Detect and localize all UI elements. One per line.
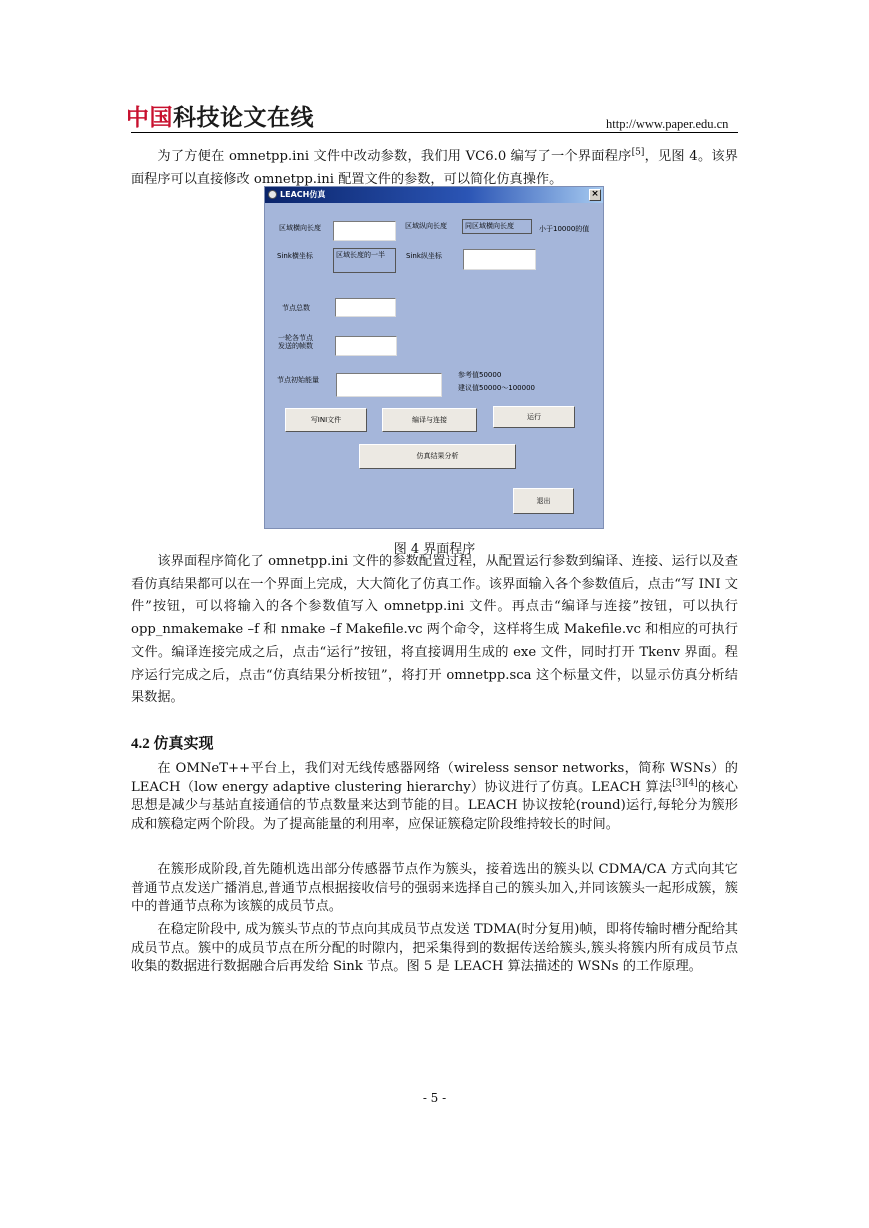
node-count-input[interactable] — [335, 298, 396, 317]
sink-x-value: 区域长度的一半 — [333, 248, 396, 273]
label-rounds-1: 一轮各节点 — [278, 334, 313, 342]
figure-caption: 图 4 界面程序 — [393, 542, 476, 557]
citation-5: [5] — [631, 147, 645, 158]
run-button[interactable]: 运行 — [493, 406, 575, 428]
section-heading: 4.2 仿真实现 — [131, 736, 214, 752]
label-suggest-value: 建议值50000～100000 — [458, 384, 535, 392]
analyze-results-button[interactable]: 仿真结果分析 — [359, 444, 516, 469]
sink-y-input[interactable] — [463, 249, 536, 270]
label-rounds-2: 发送的帧数 — [278, 342, 313, 350]
page-number: - 5 - — [422, 1091, 447, 1105]
citation-3-4: [3][4] — [672, 778, 698, 789]
label-node-count: 节点总数 — [282, 304, 310, 312]
logo-red-text: 中国 — [126, 105, 173, 131]
logo-dark-text: 科技论文在线 — [173, 105, 314, 131]
label-init-energy: 节点初始能量 — [277, 376, 319, 384]
frames-input[interactable] — [335, 336, 397, 356]
body-paragraph-steady-state: 在稳定阶段中, 成为簇头节点的节点向其成员节点发送 TDMA(时分复用)帧，即将传输时槽分配给其成员节点。簇中的成员节点在所分配的时隙内，把采集得到的数据传送给簇头,簇头将簇内所有成员节点收集的数据进行数据融合后再发给 Sink 节点。图 5 是 LEACH 算法描述的 WSNs 的工作原理。 — [131, 922, 738, 974]
body-paragraph-leach — [131, 760, 738, 834]
intro-paragraph — [131, 146, 738, 191]
dialog-titlebar — [265, 187, 603, 203]
area-x-input[interactable] — [333, 221, 396, 241]
header-url: http://www.paper.edu.cn — [606, 117, 729, 131]
intro-text-1: 为了方便在 omnetpp.ini 文件中改动参数，我们用 VC6.0 编写了一个界面程序 — [157, 149, 632, 164]
body-paragraph-cluster-formation: 在簇形成阶段,首先随机选出部分传感器节点作为簇头，接着选出的簇头以 CDMA/CA 方式向其它普通节点发送广播消息,普通节点根据接收信号的强弱来选择自己的簇头加入,并同该簇头一起形成簇，簇中的普通节点称为该簇的成员节点。 — [131, 862, 738, 914]
site-logo — [126, 104, 314, 132]
label-sink-y: Sink纵坐标 — [406, 252, 442, 260]
app-icon — [268, 190, 277, 199]
exit-button[interactable]: 退出 — [513, 488, 574, 514]
body-paragraph-interface: 该界面程序简化了 omnetpp.ini 文件的参数配置过程，从配置运行参数到编译、连接、运行以及查看仿真结果都可以在一个界面上完成，大大简化了仿真工作。该界面输入各个参数值后，点击“写 INI 文件”按钮，可以将输入的各个参数值写入 omnetpp.ini 文件。再点击“编译与连接”按钮，可以执行 opp_nmakemake –f 和 nmake –f Makefile.vc 两个命令，这样将生成 Makefile.vc 和相应的可执行文件。编译连接完成之后，点击“运行”按钮，将直接调用生成的 exe 文件，同时打开 Tkenv 界面。程序运行完成之后，点击“仿真结果分析按钮”，将打开 omnetpp.sca 这个标量文件，以显示仿真分析结果数据。 — [131, 554, 738, 706]
label-area-y: 区域纵向长度 — [405, 222, 447, 230]
write-ini-button[interactable]: 写INI文件 — [285, 408, 367, 432]
label-lt-10000: 小于10000的值 — [539, 225, 590, 233]
label-ref-value: 参考值50000 — [458, 371, 502, 379]
init-energy-input[interactable] — [336, 373, 442, 397]
close-icon[interactable]: × — [589, 189, 601, 201]
dialog-title: LEACH仿真 — [280, 190, 326, 199]
intro-text-2: ，见图 4。该界面程序可以直接修改 omnetpp.ini 配置文件的参数，可以简化仿真操作。 — [131, 149, 738, 187]
header-rule — [131, 132, 738, 133]
area-y-value: 同区域横向长度 — [462, 219, 532, 234]
label-sink-x: Sink横坐标 — [277, 252, 313, 260]
leach-text-1: 在 OMNeT++平台上，我们对无线传感器网络（wireless sensor networks，简称 WSNs）的 LEACH（low energy adaptive clustering hierarchy）协议进行了仿真。LEACH 算法 — [131, 761, 738, 795]
leach-dialog — [264, 186, 604, 529]
compile-link-button[interactable]: 编译与连接 — [382, 408, 477, 432]
leach-text-2: 的核心思想是减少与基站直接通信的节点数量来达到节能的目。LEACH 协议按轮(round)运行,每轮分为簇形成和簇稳定两个阶段。为了提高能量的利用率，应保证簇稳定阶段维持较长的时间。 — [131, 779, 738, 832]
label-area-x: 区域横向长度 — [279, 224, 321, 232]
